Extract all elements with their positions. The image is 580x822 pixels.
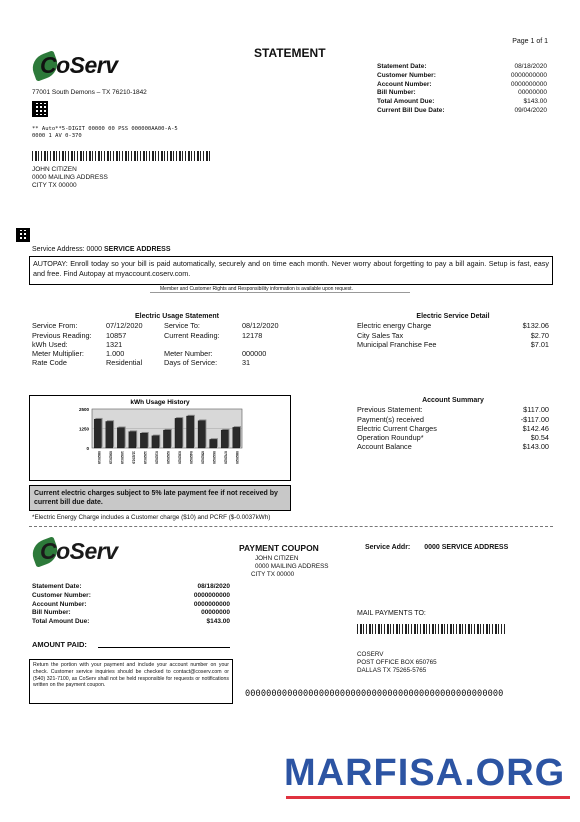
account-summary-row: Account Balance $143.00	[357, 442, 549, 452]
recipient-address-1: 0000 MAILING ADDRESS	[32, 174, 108, 182]
chart-x-tick-label: 11/2019	[131, 451, 136, 464]
usage-statement	[32, 313, 292, 369]
company-address: 77001 South Demons – TX 76210-1842	[32, 89, 147, 96]
usage-row: Service From: 07/12/2020 Service To: 08/12/2020	[32, 321, 279, 331]
service-detail-title: Electric Service Detail	[416, 313, 490, 320]
account-summary-title: Account Summary	[422, 397, 484, 404]
total-amount-due-label: Total Amount Due:	[377, 98, 435, 106]
total-amount-due-value: $143.00	[523, 98, 547, 106]
service-detail-row: Electric energy Charge $132.06	[357, 321, 549, 331]
recipient-address-2: CITY TX 00000	[32, 182, 77, 190]
coupon-bill-number-value: 00000000	[201, 609, 230, 617]
remit-address-2: DALLAS TX 75265-5765	[357, 667, 427, 675]
chart-x-tick-label: 05/2020	[200, 451, 205, 464]
mail-line-1: ** Auto**5-DIGIT 00000 00 PSS 000000AA00-A-5	[32, 126, 178, 132]
recipient-block	[32, 166, 108, 190]
usage-statement-title: Electric Usage Statement	[134, 313, 220, 320]
coupon-statement-date-value: 08/18/2020	[197, 583, 230, 590]
customer-number-label: Customer Number:	[377, 71, 436, 79]
service-address	[32, 246, 171, 254]
coupon-info	[32, 583, 230, 626]
amount-paid-label: AMOUNT PAID:	[32, 640, 87, 649]
service-detail	[357, 313, 549, 350]
coupon-account-number-label: Account Number:	[32, 600, 87, 608]
chart-bar	[175, 418, 182, 448]
chart-bar	[187, 416, 194, 448]
chart-bar	[198, 421, 205, 448]
coupon-service-addr	[365, 544, 508, 552]
watermark: MARFISA.ORG	[284, 752, 566, 794]
coupon-recipient-name: JOHN CITIZEN	[255, 555, 299, 562]
chart-x-tick-label: 03/2020	[177, 451, 182, 464]
chart-x-tick-label: 08/2019	[96, 451, 101, 464]
account-summary-row: Operation Roundup* $0.54	[357, 433, 549, 443]
coupon-service-addr-value: 0000 SERVICE ADDRESS	[424, 544, 509, 551]
chart-bar	[152, 436, 159, 448]
coupon-total-amount-due-value: $143.00	[206, 618, 230, 626]
chart-bar	[94, 419, 101, 448]
remit-address-1: POST OFFICE BOX 650765	[357, 659, 437, 667]
recipient-name: JOHN CITIZEN	[32, 166, 77, 173]
chart-bar	[163, 430, 170, 448]
coupon-customer-number-value: 0000000000	[193, 591, 230, 599]
rights-divider	[150, 292, 410, 293]
service-address-value: SERVICE ADDRESS	[104, 246, 171, 253]
chart-bar	[140, 433, 147, 448]
qr-code-side	[16, 228, 30, 242]
chart-x-tick-label: 01/2020	[154, 451, 159, 464]
current-bill-due-date-value: 09/04/2020	[514, 106, 547, 114]
page-number: Page 1 of 1	[512, 38, 548, 45]
autopay-notice: AUTOPAY: Enroll today so your bill is paid automatically, securely and on time each month. Never worry about forgetting to pay a bill again. Setup is fast, easy and free. Find Autopay at myaccount.coserv.com.	[29, 256, 553, 285]
amount-paid-line[interactable]	[98, 647, 230, 648]
chart-title: kWh Usage History	[130, 399, 190, 406]
account-summary-row: Previous Statement: $117.00	[357, 405, 549, 415]
chart-bar	[106, 421, 113, 448]
service-detail-row: City Sales Tax $2.70	[357, 330, 549, 340]
coupon-statement-date-label: Statement Date:	[32, 583, 82, 590]
ocr-scan-line: 0000000000000000000000000000000000000000000000000	[245, 689, 504, 699]
postal-barcode	[32, 151, 210, 161]
chart-y-tick-label: 2500	[78, 407, 89, 412]
bill-number-value: 00000000	[518, 89, 547, 97]
coupon-recipient	[251, 555, 329, 579]
coupon-service-addr-label: Service Addr:	[365, 544, 411, 551]
account-summary	[357, 397, 549, 453]
chart-x-tick-label: 02/2020	[166, 451, 170, 464]
statement-date-label: Statement Date:	[377, 63, 427, 70]
coupon-recipient-address-2: CITY TX 00000	[251, 570, 295, 578]
return-instructions: Return the portion with your payment and include your account number on your check. Customer service inquiries should be checked to contact@coserv.com or (540) 321-7100, as CoServ shall not be held responsible for requests or notifications written on the payment coupon.	[29, 659, 233, 704]
service-detail-table	[357, 322, 549, 350]
header-info	[377, 63, 547, 115]
chart-x-tick-label: 06/2020	[212, 451, 217, 464]
current-bill-due-date-label: Current Bill Due Date:	[377, 106, 445, 114]
coserv-logo: CoServ	[32, 50, 122, 84]
service-detail-row: Municipal Franchise Fee $7.01	[357, 339, 549, 349]
account-number-label: Account Number:	[377, 80, 432, 88]
remit-address	[357, 651, 437, 676]
coupon-recipient-address-1: 0000 MAILING ADDRESS	[255, 562, 329, 570]
chart-bar	[221, 430, 228, 448]
account-number-value: 0000000000	[510, 80, 547, 88]
qr-code-small	[32, 101, 48, 117]
chart-y-tick-label: 1250	[78, 426, 89, 432]
coupon-coserv-logo: CoServ	[32, 536, 122, 570]
usage-row: Meter Multiplier: 1.000 Meter Number: 000000	[32, 349, 267, 359]
chart-x-tick-label: 09/2019	[108, 451, 113, 464]
usage-table	[32, 322, 282, 368]
rights-note: Member and Customer Rights and Responsibility information is available upon request.	[160, 286, 353, 292]
account-summary-row: Payment(s) received -$117.00	[357, 414, 549, 424]
chart-x-tick-label: 04/2020	[189, 451, 194, 464]
coupon-customer-number-label: Customer Number:	[32, 591, 91, 599]
usage-row: Rate Code Residential Days of Service: 31	[32, 358, 251, 368]
usage-row: kWh Used: 1321	[32, 339, 123, 349]
tear-line	[29, 526, 553, 527]
chart-x-tick-label: 12/2019	[142, 451, 147, 464]
coupon-total-amount-due-label: Total Amount Due:	[32, 618, 90, 626]
chart-bar	[210, 439, 217, 448]
chart-bar	[233, 427, 240, 448]
coupon-account-number-value: 0000000000	[193, 600, 230, 608]
remit-barcode	[357, 624, 505, 634]
usage-chart-box	[29, 395, 291, 481]
footnote: *Electric Energy Charge includes a Customer charge ($10) and PCRF ($-0.0037kWh)	[32, 514, 271, 521]
chart-x-tick-label: 10/2019	[119, 451, 124, 464]
statement-date-value: 08/18/2020	[514, 63, 547, 70]
usage-row: Previous Reading: 10857 Current Reading: 12178	[32, 330, 263, 340]
mail-payments-label: MAIL PAYMENTS TO:	[357, 610, 426, 617]
coupon-title: PAYMENT COUPON	[239, 543, 319, 553]
account-summary-row: Electric Current Charges $142.46	[357, 423, 549, 433]
usage-chart	[30, 396, 290, 480]
service-address-label: Service Address: 0000	[32, 246, 103, 253]
watermark-underline	[286, 796, 570, 799]
chart-bar	[117, 428, 124, 448]
customer-number-value: 0000000000	[510, 71, 547, 79]
coupon-bill-number-label: Bill Number:	[32, 609, 71, 617]
chart-y-tick-label: 0	[86, 446, 89, 451]
bill-number-label: Bill Number:	[377, 89, 416, 97]
mail-line-2: 0000 1 AV 0-370	[32, 133, 82, 139]
statement-title: STATEMENT	[254, 46, 326, 60]
account-summary-table	[357, 406, 549, 452]
chart-x-tick-label: 07/2020	[223, 451, 228, 464]
chart-x-tick-label: 08/2020	[235, 451, 240, 464]
late-fee-notice: Current electric charges subject to 5% late payment fee if not received by current bill due date.	[29, 485, 291, 511]
remit-name: COSERV	[357, 651, 384, 658]
chart-bar	[129, 432, 136, 448]
